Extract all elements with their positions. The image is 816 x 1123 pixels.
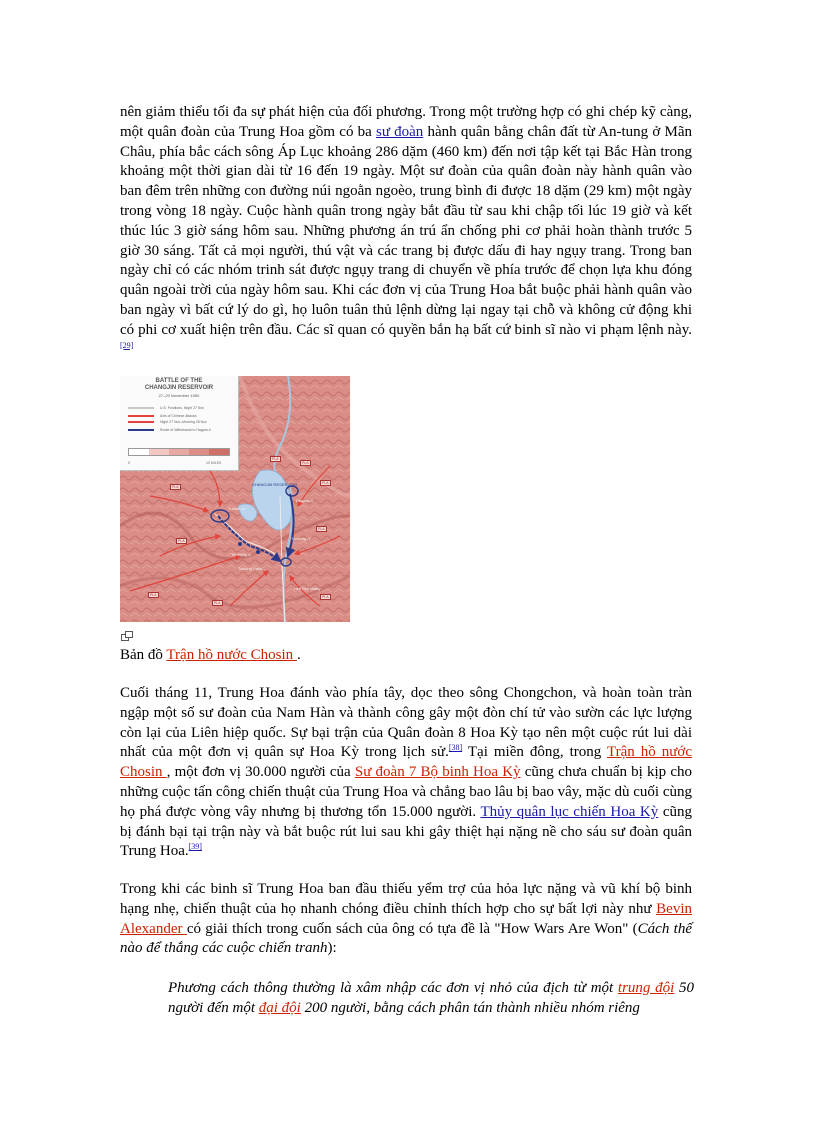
legend-label: Route of Withdrawal to Hagaru-ri bbox=[160, 428, 211, 432]
paragraph-text: Trong khi các binh sĩ Trung Hoa ban đầu thiếu yểm trợ của hỏa lực nặng và vũ khí bộ binh hạng nhẹ, chiến thuật của họ nhanh chóng điều chỉnh thích hợp cho sự bất lợi này như bbox=[120, 881, 692, 917]
place-label: Yudam-ni bbox=[228, 506, 245, 511]
link-bevin-alexander[interactable]: Bevin Alexander bbox=[120, 900, 692, 937]
paragraph-text: Cuối tháng 11, Trung Hoa đánh vào phía tây, dọc theo sông Chongchon, và hoàn toàn tràn ngập một số sư đoàn của Nam Hàn và thành công gây một đòn chí tử vào sườn các lực lượng còn lại của Liên hiệp quốc. Sự bại trận của Quân đoàn 8 Hoa Kỳ tạo nên một cuộc rút lui dài nhất của một đơn vị quân sự Hoa Kỳ trong lịch sử. bbox=[120, 685, 692, 761]
unit-marker: PLA bbox=[172, 485, 179, 489]
link-dai-doi[interactable]: đại đội bbox=[258, 1000, 301, 1016]
legend-swatch bbox=[128, 429, 154, 431]
caption-text: Bản đồ bbox=[120, 647, 167, 663]
link-7th-infantry[interactable]: Sư đoàn 7 Bộ binh Hoa Kỳ bbox=[354, 764, 521, 781]
legend-item bbox=[160, 428, 236, 432]
footnote-ref bbox=[449, 743, 462, 752]
quote-text: Phương cách thông thường là xâm nhập các đơn vị nhỏ của địch từ một bbox=[168, 980, 618, 996]
map-title-line: BATTLE OF THE bbox=[155, 378, 203, 384]
map-date: 27–29 November 1950 bbox=[158, 393, 200, 398]
chosin-battle-map[interactable] bbox=[120, 376, 350, 622]
block-quote bbox=[168, 978, 694, 1018]
legend-label: Axis of Chinese Attacks bbox=[160, 414, 197, 418]
paragraph-text: hành quân bằng chân đất từ An-tung ở Mãn Châu, phía bắc cách sông Áp Lục khoảng 286 dặm (460 km) đến nơi tập kết tại Bắc Hàn trong khoảng một thời gian dài từ 16 đến 19 ngày. Một sư đoàn của quân đoàn này hành quân vào ban đêm trên những con đường núi ngoằn ngoèo, trung bình đi được 18 dặm (29 km) một ngày trong vòng 18 ngày. Cuộc hành quân trong ngày bắt đầu từ sau khi chập tối lúc 19 giờ và kết thúc lúc 3 giờ sáng hôm sau. Những phương án trú ẩn chống phi cơ phải hoàn thành trước 5 giờ 30 sáng. Tất cả mọi người, thú vật và các trang bị được dấu đi hay ngụy trang. Trong ban ngày chỉ có các nhóm trinh sát được ngụy trang di chuyển về phía trước để chọn lựa khu đóng quân ngoài trời của ngày hôm sau. Khi các đơn vị của Trung Hoa bắt buộc phải hành quân vào ban ngày vì bất cứ lý do gì, họ luôn tuân thủ lệnh dừng lại ngay tại chỗ và không cử động khi có phi cơ xuất hiện trên đầu. Các sĩ quan có quyền bắn hạ bất cứ binh sĩ nào vi phạm lệnh này. bbox=[120, 123, 692, 338]
paragraph-text: cũng bị đánh bại tại trận này và bắt buộc rút lui sau khi gây thiệt hại nặng nề cho sáu sư đoàn quân Trung Hoa. bbox=[120, 803, 692, 860]
legend-swatch bbox=[128, 407, 154, 409]
paragraph-march-secrecy bbox=[120, 103, 692, 360]
paragraph-text: , một đơn vị 30.000 người của bbox=[166, 764, 355, 781]
enlarge-icon[interactable] bbox=[121, 631, 133, 641]
legend-label: U.S. Positions, Night 27 Nov bbox=[160, 406, 205, 410]
footnote-link-29[interactable]: [29] bbox=[120, 340, 134, 350]
paragraph-text: nên giảm thiểu tối đa sự phát hiện của đối phương. Trong một trường hợp có ghi chép kỹ càng, một quân đoàn của Trung Hoa gồm có ba bbox=[120, 104, 692, 140]
footnote-link-38[interactable]: [38] bbox=[448, 743, 463, 753]
quote-text: 50 người đến một bbox=[168, 980, 695, 1016]
paragraph-tactics bbox=[120, 880, 692, 959]
footnote-ref bbox=[189, 842, 202, 851]
legend-swatch bbox=[128, 421, 154, 423]
unit-marker: PLA bbox=[302, 461, 309, 465]
unit-marker: PLA bbox=[214, 601, 221, 605]
legend-label: Night 27 Nov–Morning 28 Nov bbox=[160, 420, 207, 424]
unit-marker: PLA bbox=[322, 481, 329, 485]
place-label: CHANGJIN RESERVOIR bbox=[252, 482, 298, 487]
caption-text: . bbox=[296, 647, 301, 663]
place-label: Hagaru-ri bbox=[296, 498, 313, 503]
scale-label-right: 10 MILES bbox=[206, 461, 222, 465]
unit-marker: PLA bbox=[272, 457, 279, 461]
map-legend bbox=[120, 376, 239, 471]
legend-item bbox=[160, 406, 236, 410]
elevation-scale bbox=[128, 448, 230, 456]
link-chosin[interactable]: Trận hồ nước Chosin bbox=[120, 744, 692, 781]
unit-marker: PLA bbox=[178, 539, 185, 543]
unit-marker: PLA bbox=[318, 527, 325, 531]
legend-item bbox=[160, 414, 236, 418]
legend-item bbox=[160, 420, 236, 424]
scale-label-left: 0 bbox=[128, 461, 130, 465]
map-title-line: CHANGJIN RESERVOIR bbox=[144, 385, 214, 391]
place-label: Hudong-ni bbox=[292, 536, 311, 541]
place-label: Hell Fire Valley bbox=[294, 586, 321, 591]
link-su-doan[interactable]: sư đoàn bbox=[375, 123, 424, 140]
paragraph-text: có giải thích trong cuốn sách của ông có tựa đề là "How Wars Are Won" ( bbox=[186, 920, 638, 937]
footnote-ref bbox=[120, 341, 133, 350]
paragraph-november-offensive bbox=[120, 684, 692, 862]
legend-swatch bbox=[128, 415, 154, 417]
paragraph-text: cũng chưa chuẩn bị kịp cho những cuộc tấn công chiến thuật của Trung Hoa và chẳng bao lâu bị bao vây, mặc dù cuối cùng họ phá được vòng vây nhưng bị thương tổn 15.000 người. bbox=[120, 764, 693, 820]
quote-text: 200 người, bằng cách phân tán thành nhiều nhóm riêng bbox=[300, 1000, 640, 1016]
link-chosin-caption[interactable]: Trận hồ nước Chosin bbox=[166, 647, 297, 663]
book-title-translation: Cách thế nào để thắng các cuộc chiến tranh bbox=[120, 920, 692, 957]
place-label: Toktong Pass bbox=[238, 566, 263, 571]
map-caption bbox=[120, 645, 301, 665]
paragraph-text: Tại miền đông, trong bbox=[462, 744, 607, 761]
map-title bbox=[120, 378, 238, 392]
place-label: Sinhung-ni bbox=[232, 552, 252, 557]
unit-marker: PLA bbox=[322, 595, 329, 599]
link-us-marines[interactable]: Thủy quân lục chiến Hoa Kỳ bbox=[480, 803, 659, 820]
link-trung-doi[interactable]: trung đội bbox=[617, 980, 675, 996]
unit-marker: PLA bbox=[150, 593, 157, 597]
paragraph-text: ): bbox=[327, 940, 337, 957]
footnote-link-39[interactable]: [39] bbox=[188, 842, 202, 852]
